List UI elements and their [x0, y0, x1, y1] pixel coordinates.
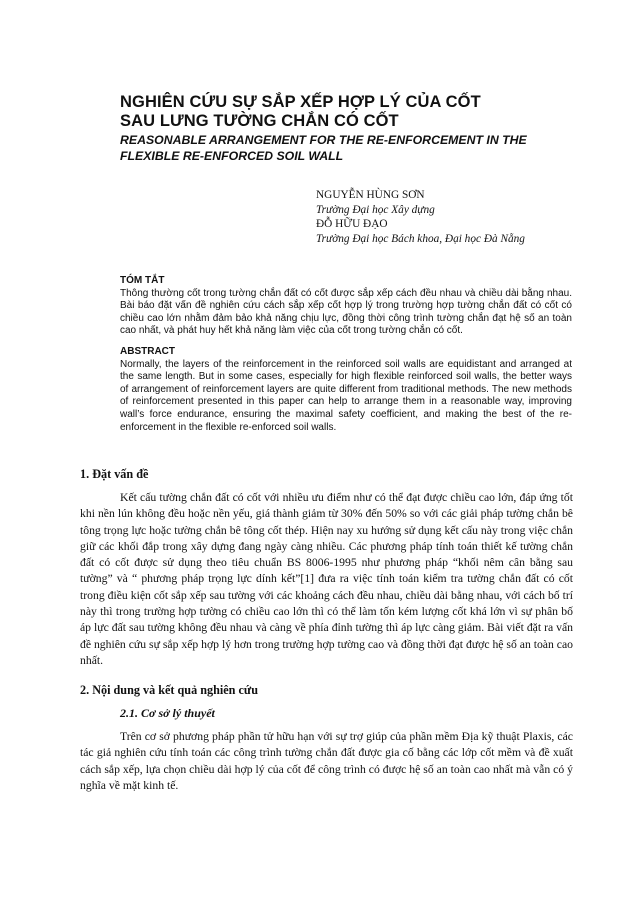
title-english-line-1: REASONABLE ARRANGEMENT FOR THE RE-ENFORCEMENT IN THE	[120, 133, 527, 147]
author-name: NGUYỄN HÙNG SƠN	[316, 189, 425, 201]
summary-heading: TÓM TẮT	[120, 275, 165, 286]
abstract-text: Normally, the layers of the reinforcement in the reinforced soil walls are equidistant and arranged at the same length. But in some cases, especially for high flexible reinforced soil walls, the better ways of arrangement of reinforcement layers are quite different from traditional methods. The new methods of reinforcement presented in this paper can help to arrange them in a reasonable way, improving wall’s force endurance, ensuring the maximal safety coefficient, and making the best of the re-enforcement in the flexible re-enforced soil walls.	[120, 358, 572, 433]
abstract-heading: ABSTRACT	[120, 345, 175, 357]
author-name: ĐỖ HỮU ĐẠO	[316, 218, 388, 230]
title-block	[120, 93, 560, 164]
author-list	[316, 188, 616, 246]
section-1-heading: 1. Đặt vấn đề	[80, 467, 149, 481]
section-1-paragraph	[80, 490, 573, 669]
author-affiliation: Trường Đại học Bách khoa, Đại học Đà Nẵng	[316, 232, 525, 245]
section-2-text: Trên cơ sở phương pháp phần tử hữu hạn với sự trợ giúp của phần mềm Địa kỹ thuật Plaxis, các tác giả nghiên cứu tính toán các công trình tường chắn đất được gia cố bằng các lớp cốt mềm và đề xuất cách sắp xếp, lựa chọn chiều dài hợp lý của cốt để công trình có được hệ số an toàn cao nhất mà vẫn có ý nghĩa về mặt kinh tế.	[80, 730, 573, 792]
section-2-paragraph	[80, 729, 573, 794]
summary-text: Thông thường cốt trong tường chắn đất có cốt được sắp xếp cách đều nhau và chiều dài bằng nhau. Bài báo đặt vấn đề nghiên cứu cách sắp xếp cốt hợp lý trong trường hợp tường chắn đất có cốt có chiều cao lớn nhằm đảm bảo khả năng chịu lực, đồng thời công trình tường chắn đạt hệ số an toàn cao nhất, và phát huy hết khả năng làm việc của cốt trong tường chắn có cốt.	[120, 287, 572, 337]
abstract-block	[120, 275, 572, 434]
section-1-text: Kết cấu tường chắn đất có cốt với nhiều ưu điểm như có thể đạt được chiều cao lớn, đáp ứng tốt khi nền lún không đều hoặc nền yếu, giá thành giảm từ 30% đến 50% so với các giải pháp tường chắn bê tông trọng lực hoặc tường chắn bê tông cốt thép. Hiện nay xu hướng sử dụng kết cấu này trong việc chắn giữ các khối đắp trong xây dựng đang ngày càng nhiều. Các phương pháp tính toán thiết kế tường chắn đất có cốt được sử dụng theo tiêu chuẩn BS 8006-1995 như phương pháp “khối nêm cân bằng sau tường” và “ phương pháp trọng lực dính kết”[1] đưa ra việc tính toán kiểm tra tường chắn đất có cốt trong điều kiện cốt sắp xếp sau tường với các khoảng cách đều nhau, chiều dài bằng nhau, với cách bố trí này thì trong trường hợp tường có chiều cao lớn thì có thể làm tốn kém lượng cốt khá lớn vì sự phân bố áp lực đất sau tường không đều nhau và càng về phía đỉnh tường thì áp lực càng giảm. Bài viết đặt ra vấn đề nghiên cứu sự sắp xếp hợp lý hơn trong trường hợp tường cao và đồng thời đạt được hệ số an toàn cao nhất.	[80, 491, 573, 667]
title-vietnamese-line-2: SAU LƯNG TƯỜNG CHẮN CÓ CỐT	[120, 112, 399, 130]
author-affiliation: Trường Đại học Xây dựng	[316, 203, 435, 216]
subsection-2-1-heading: 2.1. Cơ sở lý thuyết	[120, 706, 215, 720]
title-vietnamese-line-1: NGHIÊN CỨU SỰ SẮP XẾP HỢP LÝ CỦA CỐT	[120, 93, 481, 111]
title-english-line-2: FLEXIBLE RE-ENFORCED SOIL WALL	[120, 148, 344, 163]
section-2-heading: 2. Nội dung và kết quả nghiên cứu	[80, 683, 258, 697]
